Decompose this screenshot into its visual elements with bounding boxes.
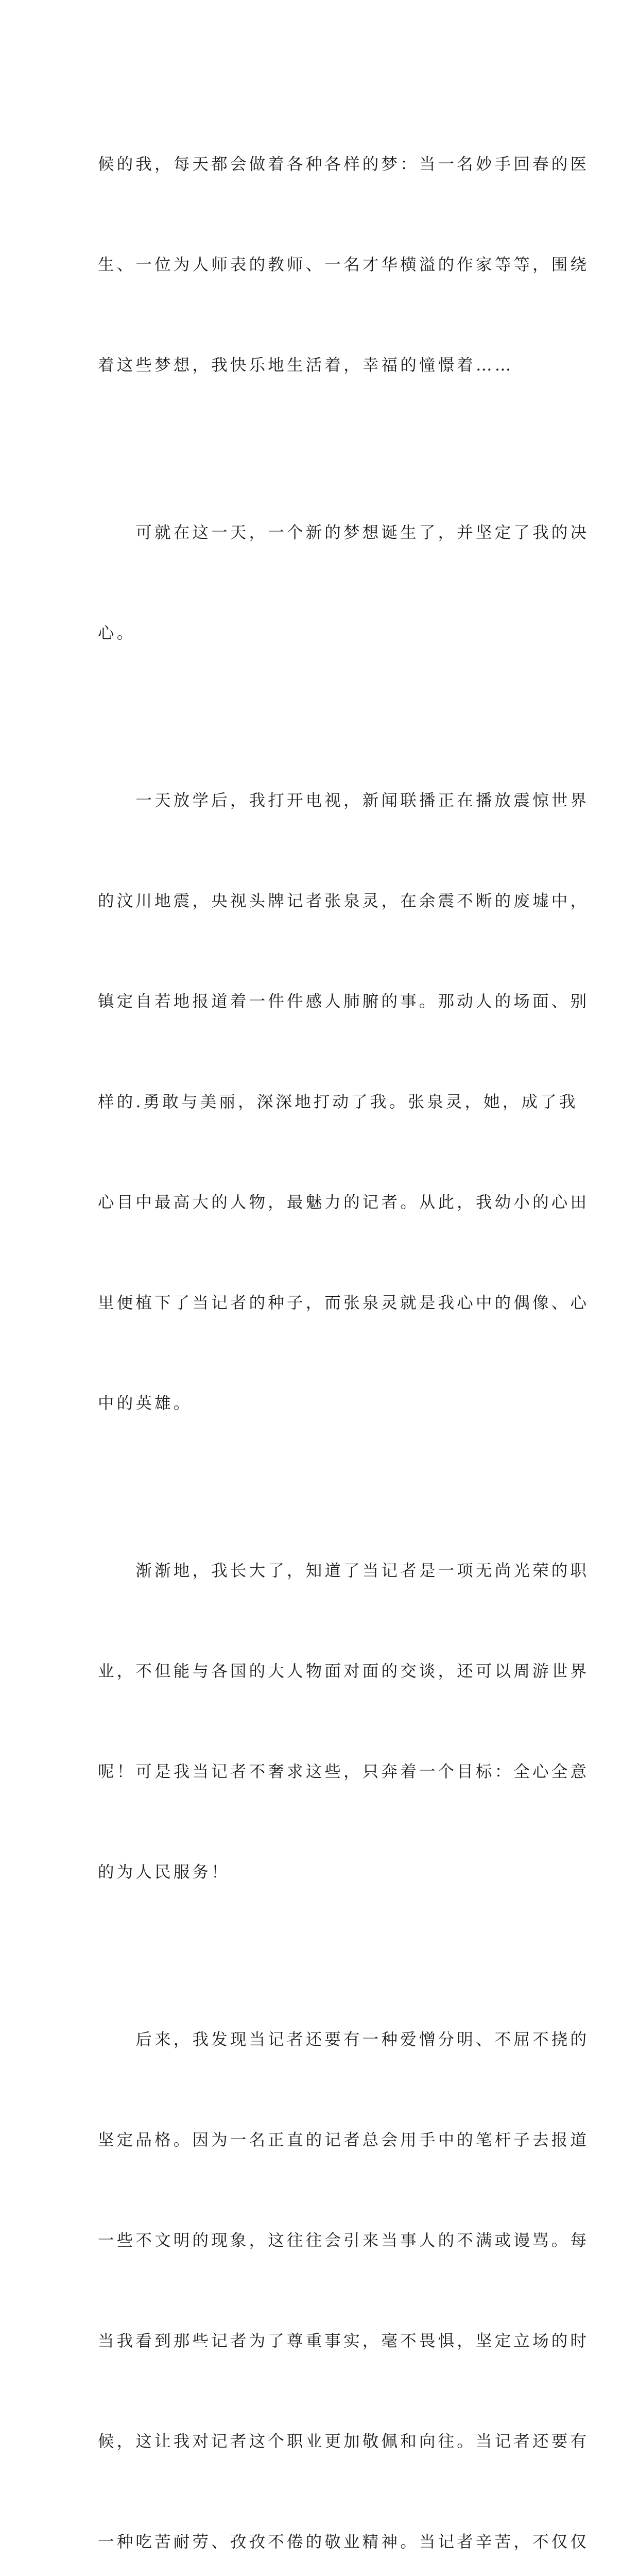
text-line: 一些不文明的现象，这往往会引来当事人的不满或谩骂。每 [98,2231,590,2250]
text-line: 后来，我发现当记者还要有一种爱憎分明、不屈不挠的 [98,2030,590,2049]
text-line: 候的我，每天都会做着各种各样的梦：当一名妙手回春的医 [98,155,590,174]
paragraph-2 [98,449,590,717]
paragraph-1 [98,81,590,449]
paragraph-5 [98,1956,590,2576]
text-line: 当我看到那些记者为了尊重事实，毫不畏惧，坚定立场的时 [98,2332,590,2350]
text-line: 一种吃苦耐劳、孜孜不倦的敬业精神。当记者辛苦，不仅仅 [98,2533,590,2551]
text-line: 镇定自若地报道着一件件感人肺腑的事。那动人的场面、别 [98,992,590,1011]
text-line: 渐渐地，我长大了，知道了当记者是一项无尚光荣的职 [98,1562,590,1580]
text-line: 候，这让我对记者这个职业更加敬佩和向往。当记者还要有 [98,2432,590,2451]
text-line: 中的英雄。 [98,1394,193,1413]
document-page [98,81,590,2576]
text-line: 的为人民服务！ [98,1863,230,1882]
text-line: 生、一位为人师表的教师、一名才华横溢的作家等等，围绕 [98,256,590,274]
text-line: 的汶川地震，央视头牌记者张泉灵，在余震不断的废墟中， [98,892,590,910]
text-line: 着这些梦想，我快乐地生活着，幸福的憧憬着…… [98,356,514,375]
text-line: 样的.勇敢与美丽，深深地打动了我。张泉灵，她，成了我 [98,1093,578,1111]
text-line: 可就在这一天，一个新的梦想诞生了，并坚定了我的决 [98,523,590,542]
paragraph-4 [98,1487,590,1956]
paragraph-3 [98,717,590,1487]
text-line: 呢！可是我当记者不奢求这些，只奔着一个目标：全心全意 [98,1762,590,1781]
text-line: 心目中最高大的人物，最魅力的记者。从此，我幼小的心田 [98,1193,590,1212]
text-line: 业，不但能与各国的大人物面对面的交谈，还可以周游世界 [98,1662,590,1681]
text-line: 坚定品格。因为一名正直的记者总会用手中的笔杆子去报道 [98,2131,590,2149]
text-line: 心。 [98,624,136,642]
text-line: 一天放学后，我打开电视，新闻联播正在播放震惊世界 [98,791,590,810]
text-line: 里便植下了当记者的种子，而张泉灵就是我心中的偶像、心 [98,1294,590,1312]
